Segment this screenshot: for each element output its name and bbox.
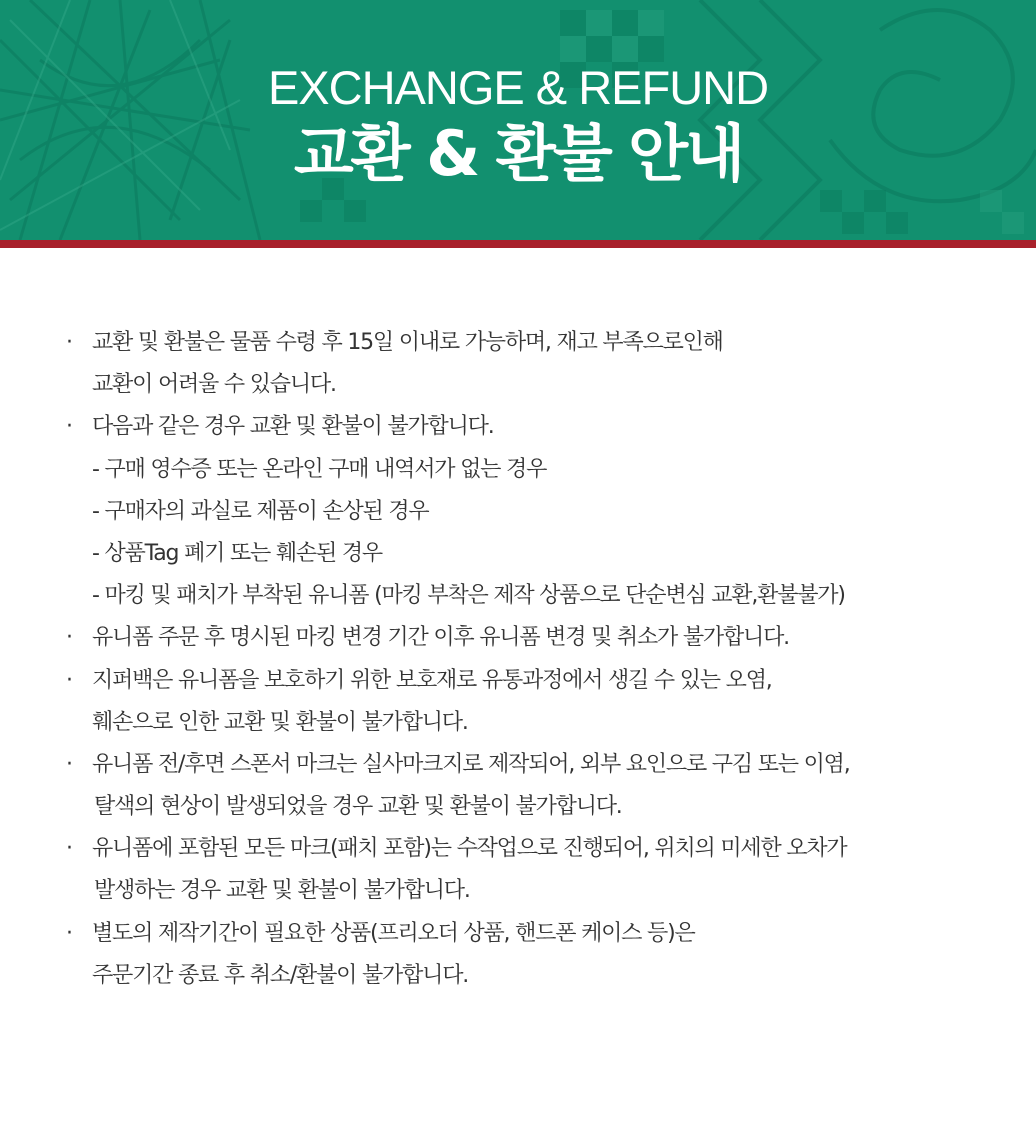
header-banner: [0, 0, 1036, 240]
notice-text: 탈색의 현상이 발생되었을 경우 교환 및 환불이 불가합니다.: [94, 794, 622, 820]
notice-text: - 구매자의 과실로 제품이 손상된 경우: [92, 498, 429, 524]
list-sub-item: [62, 449, 1002, 491]
list-item: [62, 406, 1002, 448]
list-item: [62, 828, 1002, 870]
list-item-continuation: [62, 364, 1002, 406]
notice-text: 지퍼백은 유니폼을 보호하기 위한 보호재로 유통과정에서 생길 수 있는 오염,: [92, 667, 772, 693]
bullet-icon: ·: [66, 330, 72, 355]
notice-text: 발생하는 경우 교환 및 환불이 불가합니다.: [94, 878, 470, 904]
list-sub-item: [62, 491, 1002, 533]
list-item: [62, 322, 1002, 364]
notice-text: 훼손으로 인한 교환 및 환불이 불가합니다.: [92, 709, 468, 735]
list-item: [62, 913, 1002, 955]
notice-text: 다음과 같은 경우 교환 및 환불이 불가합니다.: [92, 414, 494, 440]
list-item-continuation: [62, 870, 1002, 912]
bullet-icon: ·: [66, 414, 72, 440]
accent-divider: [0, 240, 1036, 248]
notice-text: 별도의 제작기간이 필요한 상품(프리오더 상품, 핸드폰 케이스 등)은: [92, 920, 695, 946]
notice-text: 주문기간 종료 후 취소/환불이 불가합니다.: [92, 962, 469, 988]
list-item: [62, 617, 1002, 659]
notice-text: 유니폼 전/후면 스폰서 마크는 실사마크지로 제작되어, 외부 요인으로 구김 또는 이염,: [92, 751, 850, 777]
list-sub-item: [62, 575, 1002, 617]
bullet-icon: ·: [66, 751, 72, 777]
notice-text: 교환이 어려울 수 있습니다.: [92, 372, 336, 398]
notice-text: 유니폼 주문 후 명시된 마킹 변경 기간 이후 유니폼 변경 및 취소가 불가합니다.: [92, 625, 789, 651]
page-title: 교환 & 환불 안내: [293, 117, 743, 190]
bullet-icon: ·: [66, 667, 72, 693]
notice-text: 교환 및 환불은 물품 수령 후 15일 이내로 가능하며, 재고 부족으로인해: [92, 330, 723, 355]
notice-list: [62, 322, 1002, 997]
notice-text: 유니폼에 포함된 모든 마크(패치 포함)는 수작업으로 진행되어, 위치의 미세한 오차가: [92, 836, 847, 862]
list-item-continuation: [62, 702, 1002, 744]
bullet-icon: ·: [66, 920, 72, 946]
bullet-icon: ·: [66, 836, 72, 862]
bullet-icon: ·: [66, 625, 72, 651]
notice-text: - 구매 영수증 또는 온라인 구매 내역서가 없는 경우: [92, 456, 547, 482]
list-item: [62, 660, 1002, 702]
header-subtitle: EXCHANGE & REFUND: [267, 61, 769, 114]
list-item: [62, 744, 1002, 786]
list-sub-item: [62, 533, 1002, 575]
notice-text: - 상품Tag 폐기 또는 훼손된 경우: [92, 540, 382, 566]
list-item-continuation: [62, 786, 1002, 828]
notice-text: - 마킹 및 패치가 부착된 유니폼 (마킹 부착은 제작 상품으로 단순변심 교환,환불불가): [92, 583, 845, 609]
list-item-continuation: [62, 955, 1002, 997]
